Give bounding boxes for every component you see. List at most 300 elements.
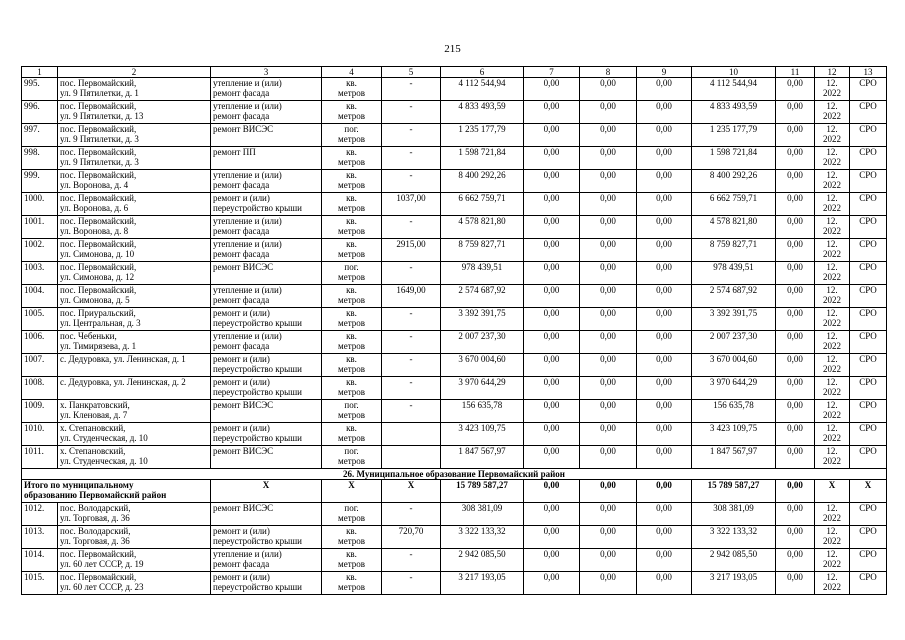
unit-cell: кв. метров bbox=[322, 377, 382, 400]
deadline-cell: 12. 2022 bbox=[815, 446, 850, 469]
work-type-cell: ремонт ПП bbox=[211, 147, 322, 170]
row-number: 997. bbox=[22, 124, 58, 147]
area-cell: 2915,00 bbox=[382, 239, 441, 262]
local-budget-cell: 0,00 bbox=[637, 331, 692, 354]
owners-funds-cell: 4 578 821,80 bbox=[692, 216, 776, 239]
work-type-cell: ремонт и (или) переустройство крыши bbox=[211, 354, 322, 377]
owners-funds-cell: 1 235 177,79 bbox=[692, 124, 776, 147]
deadline-cell: 12. 2022 bbox=[815, 549, 850, 572]
table-row bbox=[22, 170, 887, 193]
other-cell: 0,00 bbox=[776, 377, 815, 400]
local-budget-cell: 0,00 bbox=[637, 193, 692, 216]
local-budget-cell: 0,00 bbox=[637, 216, 692, 239]
fund-cell: 0,00 bbox=[524, 170, 580, 193]
total-cost-cell: 3 392 391,75 bbox=[441, 308, 524, 331]
row-number: 1002. bbox=[22, 239, 58, 262]
area-cell: - bbox=[382, 124, 441, 147]
fund-cell: 0,00 bbox=[524, 526, 580, 549]
page-number: 215 bbox=[444, 43, 461, 55]
total-cost-cell: 3 423 109,75 bbox=[441, 423, 524, 446]
budget-cell: 0,00 bbox=[580, 147, 637, 170]
column-number-9: 9 bbox=[637, 67, 692, 78]
method-cell: СРО bbox=[850, 549, 887, 572]
total-c12: Х bbox=[815, 480, 850, 503]
address-cell: пос. Первомайский, ул. 9 Пятилетки, д. 13 bbox=[58, 101, 211, 124]
deadline-cell: 12. 2022 bbox=[815, 193, 850, 216]
budget-cell: 0,00 bbox=[580, 239, 637, 262]
owners-funds-cell: 3 392 391,75 bbox=[692, 308, 776, 331]
unit-cell: кв. метров bbox=[322, 423, 382, 446]
address-cell: с. Дедуровка, ул. Ленинская, д. 1 bbox=[58, 354, 211, 377]
row-number: 1004. bbox=[22, 285, 58, 308]
budget-cell: 0,00 bbox=[580, 400, 637, 423]
area-cell: - bbox=[382, 400, 441, 423]
method-cell: СРО bbox=[850, 377, 887, 400]
owners-funds-cell: 3 322 133,32 bbox=[692, 526, 776, 549]
owners-funds-cell: 4 833 493,59 bbox=[692, 101, 776, 124]
other-cell: 0,00 bbox=[776, 262, 815, 285]
deadline-cell: 12. 2022 bbox=[815, 262, 850, 285]
address-cell: пос. Первомайский, ул. 60 лет СССР, д. 19 bbox=[58, 549, 211, 572]
fund-cell: 0,00 bbox=[524, 331, 580, 354]
table-row bbox=[22, 331, 887, 354]
table-row bbox=[22, 193, 887, 216]
fund-cell: 0,00 bbox=[524, 400, 580, 423]
total-c3: Х bbox=[211, 480, 322, 503]
method-cell: СРО bbox=[850, 354, 887, 377]
method-cell: СРО bbox=[850, 308, 887, 331]
total-label: Итого по муниципальному образованию Первомайский район bbox=[22, 480, 211, 503]
method-cell: СРО bbox=[850, 503, 887, 526]
table-row bbox=[22, 147, 887, 170]
unit-cell: кв. метров bbox=[322, 101, 382, 124]
address-cell: пос. Первомайский, ул. 60 лет СССР, д. 23 bbox=[58, 572, 211, 595]
owners-funds-cell: 3 970 644,29 bbox=[692, 377, 776, 400]
table-row bbox=[22, 78, 887, 101]
other-cell: 0,00 bbox=[776, 216, 815, 239]
budget-cell: 0,00 bbox=[580, 285, 637, 308]
unit-cell: кв. метров bbox=[322, 170, 382, 193]
table-row bbox=[22, 400, 887, 423]
column-number-6: 6 bbox=[441, 67, 524, 78]
work-type-cell: ремонт и (или) переустройство крыши bbox=[211, 526, 322, 549]
total-c13: Х bbox=[850, 480, 887, 503]
other-cell: 0,00 bbox=[776, 503, 815, 526]
work-type-cell: утепление и (или) ремонт фасада bbox=[211, 549, 322, 572]
work-type-cell: ремонт и (или) переустройство крыши bbox=[211, 193, 322, 216]
unit-cell: кв. метров bbox=[322, 239, 382, 262]
total-cost-cell: 1 235 177,79 bbox=[441, 124, 524, 147]
column-number-10: 10 bbox=[692, 67, 776, 78]
budget-cell: 0,00 bbox=[580, 193, 637, 216]
address-cell: пос. Первомайский, ул. Воронова, д. 6 bbox=[58, 193, 211, 216]
column-number-1: 1 bbox=[22, 67, 58, 78]
address-cell: пос. Первомайский, ул. Воронова, д. 4 bbox=[58, 170, 211, 193]
row-number: 1000. bbox=[22, 193, 58, 216]
method-cell: СРО bbox=[850, 331, 887, 354]
table-row bbox=[22, 526, 887, 549]
local-budget-cell: 0,00 bbox=[637, 377, 692, 400]
local-budget-cell: 0,00 bbox=[637, 400, 692, 423]
budget-cell: 0,00 bbox=[580, 549, 637, 572]
column-number-11: 11 bbox=[776, 67, 815, 78]
fund-cell: 0,00 bbox=[524, 124, 580, 147]
deadline-cell: 12. 2022 bbox=[815, 354, 850, 377]
unit-cell: кв. метров bbox=[322, 354, 382, 377]
total-cost-cell: 3 322 133,32 bbox=[441, 526, 524, 549]
local-budget-cell: 0,00 bbox=[637, 549, 692, 572]
budget-cell: 0,00 bbox=[580, 377, 637, 400]
row-number: 996. bbox=[22, 101, 58, 124]
area-cell: 720,70 bbox=[382, 526, 441, 549]
area-cell: - bbox=[382, 331, 441, 354]
table-row bbox=[22, 101, 887, 124]
work-type-cell: ремонт ВИСЭС bbox=[211, 446, 322, 469]
budget-cell: 0,00 bbox=[580, 78, 637, 101]
section-title: 26. Муниципальное образование Первомайский район bbox=[22, 469, 887, 480]
work-type-cell: ремонт ВИСЭС bbox=[211, 503, 322, 526]
other-cell: 0,00 bbox=[776, 354, 815, 377]
budget-cell: 0,00 bbox=[580, 354, 637, 377]
address-cell: пос. Первомайский, ул. 9 Пятилетки, д. 3 bbox=[58, 124, 211, 147]
other-cell: 0,00 bbox=[776, 124, 815, 147]
budget-cell: 0,00 bbox=[580, 216, 637, 239]
column-number-2: 2 bbox=[58, 67, 211, 78]
total-c9: 0,00 bbox=[637, 480, 692, 503]
address-cell: пос. Приуральский, ул. Центральная, д. 3 bbox=[58, 308, 211, 331]
budget-cell: 0,00 bbox=[580, 526, 637, 549]
deadline-cell: 12. 2022 bbox=[815, 239, 850, 262]
fund-cell: 0,00 bbox=[524, 216, 580, 239]
local-budget-cell: 0,00 bbox=[637, 78, 692, 101]
other-cell: 0,00 bbox=[776, 170, 815, 193]
fund-cell: 0,00 bbox=[524, 239, 580, 262]
area-cell bbox=[382, 423, 441, 446]
local-budget-cell: 0,00 bbox=[637, 526, 692, 549]
unit-cell: пог. метров bbox=[322, 400, 382, 423]
fund-cell: 0,00 bbox=[524, 549, 580, 572]
deadline-cell: 12. 2022 bbox=[815, 308, 850, 331]
work-type-cell: утепление и (или) ремонт фасада bbox=[211, 239, 322, 262]
table-row bbox=[22, 572, 887, 595]
owners-funds-cell: 6 662 759,71 bbox=[692, 193, 776, 216]
fund-cell: 0,00 bbox=[524, 377, 580, 400]
address-cell: пос. Володарский, ул. Торговая, д. 36 bbox=[58, 503, 211, 526]
deadline-cell: 12. 2022 bbox=[815, 101, 850, 124]
owners-funds-cell: 3 670 004,60 bbox=[692, 354, 776, 377]
method-cell: СРО bbox=[850, 262, 887, 285]
address-cell: пос. Первомайский, ул. Симонова, д. 10 bbox=[58, 239, 211, 262]
local-budget-cell: 0,00 bbox=[637, 503, 692, 526]
work-type-cell: утепление и (или) ремонт фасада bbox=[211, 331, 322, 354]
area-cell: - bbox=[382, 503, 441, 526]
total-cost-cell: 2 574 687,92 bbox=[441, 285, 524, 308]
area-cell bbox=[382, 446, 441, 469]
unit-cell: кв. метров bbox=[322, 331, 382, 354]
total-cost-cell: 3 970 644,29 bbox=[441, 377, 524, 400]
other-cell: 0,00 bbox=[776, 78, 815, 101]
unit-cell: пог. метров bbox=[322, 446, 382, 469]
total-cost-cell: 156 635,78 bbox=[441, 400, 524, 423]
method-cell: СРО bbox=[850, 101, 887, 124]
other-cell: 0,00 bbox=[776, 526, 815, 549]
row-number: 1008. bbox=[22, 377, 58, 400]
row-number: 1012. bbox=[22, 503, 58, 526]
owners-funds-cell: 156 635,78 bbox=[692, 400, 776, 423]
table-row bbox=[22, 262, 887, 285]
area-cell: - bbox=[382, 354, 441, 377]
column-number-12: 12 bbox=[815, 67, 850, 78]
total-cost-cell: 8 400 292,26 bbox=[441, 170, 524, 193]
deadline-cell: 12. 2022 bbox=[815, 285, 850, 308]
work-type-cell: ремонт и (или) переустройство крыши bbox=[211, 308, 322, 331]
table-row bbox=[22, 285, 887, 308]
table-row bbox=[22, 423, 887, 446]
fund-cell: 0,00 bbox=[524, 285, 580, 308]
row-number: 1013. bbox=[22, 526, 58, 549]
method-cell: СРО bbox=[850, 526, 887, 549]
unit-cell: пог. метров bbox=[322, 503, 382, 526]
table-row bbox=[22, 124, 887, 147]
method-cell: СРО bbox=[850, 124, 887, 147]
row-number: 1006. bbox=[22, 331, 58, 354]
area-cell: - bbox=[382, 101, 441, 124]
unit-cell: кв. метров bbox=[322, 147, 382, 170]
deadline-cell: 12. 2022 bbox=[815, 377, 850, 400]
row-number: 995. bbox=[22, 78, 58, 101]
unit-cell: кв. метров bbox=[322, 549, 382, 572]
total-c7: 0,00 bbox=[524, 480, 580, 503]
deadline-cell: 12. 2022 bbox=[815, 572, 850, 595]
method-cell: СРО bbox=[850, 170, 887, 193]
other-cell: 0,00 bbox=[776, 308, 815, 331]
area-cell: 1037,00 bbox=[382, 193, 441, 216]
row-number: 1005. bbox=[22, 308, 58, 331]
address-cell: пос. Первомайский, ул. 9 Пятилетки, д. 1 bbox=[58, 78, 211, 101]
area-cell: - bbox=[382, 572, 441, 595]
method-cell: СРО bbox=[850, 572, 887, 595]
area-cell: - bbox=[382, 147, 441, 170]
total-cost-cell: 6 662 759,71 bbox=[441, 193, 524, 216]
work-type-cell: утепление и (или) ремонт фасада bbox=[211, 78, 322, 101]
table-row bbox=[22, 377, 887, 400]
unit-cell: кв. метров bbox=[322, 193, 382, 216]
area-cell: 1649,00 bbox=[382, 285, 441, 308]
deadline-cell: 12. 2022 bbox=[815, 170, 850, 193]
other-cell: 0,00 bbox=[776, 101, 815, 124]
work-type-cell: ремонт ВИСЭС bbox=[211, 400, 322, 423]
budget-cell: 0,00 bbox=[580, 423, 637, 446]
section-title-row bbox=[22, 469, 887, 480]
method-cell: СРО bbox=[850, 147, 887, 170]
budget-cell: 0,00 bbox=[580, 124, 637, 147]
fund-cell: 0,00 bbox=[524, 423, 580, 446]
table-row bbox=[22, 446, 887, 469]
method-cell: СРО bbox=[850, 285, 887, 308]
other-cell: 0,00 bbox=[776, 331, 815, 354]
deadline-cell: 12. 2022 bbox=[815, 423, 850, 446]
address-cell: пос. Первомайский, ул. 9 Пятилетки, д. 3 bbox=[58, 147, 211, 170]
method-cell: СРО bbox=[850, 446, 887, 469]
area-cell: - bbox=[382, 308, 441, 331]
address-cell: пос. Первомайский, ул. Воронова, д. 8 bbox=[58, 216, 211, 239]
local-budget-cell: 0,00 bbox=[637, 308, 692, 331]
total-cost-cell: 4 578 821,80 bbox=[441, 216, 524, 239]
table-body bbox=[22, 67, 887, 595]
column-number-7: 7 bbox=[524, 67, 580, 78]
unit-cell: пог. метров bbox=[322, 124, 382, 147]
table-row bbox=[22, 308, 887, 331]
budget-cell: 0,00 bbox=[580, 262, 637, 285]
table-row bbox=[22, 503, 887, 526]
local-budget-cell: 0,00 bbox=[637, 423, 692, 446]
table-row bbox=[22, 354, 887, 377]
unit-cell: кв. метров bbox=[322, 308, 382, 331]
other-cell: 0,00 bbox=[776, 239, 815, 262]
method-cell: СРО bbox=[850, 78, 887, 101]
owners-funds-cell: 1 598 721,84 bbox=[692, 147, 776, 170]
total-cost-cell: 4 112 544,94 bbox=[441, 78, 524, 101]
owners-funds-cell: 978 439,51 bbox=[692, 262, 776, 285]
area-cell: - bbox=[382, 170, 441, 193]
unit-cell: кв. метров bbox=[322, 216, 382, 239]
total-c8: 0,00 bbox=[580, 480, 637, 503]
owners-funds-cell: 8 400 292,26 bbox=[692, 170, 776, 193]
column-number-4: 4 bbox=[322, 67, 382, 78]
row-number: 1009. bbox=[22, 400, 58, 423]
owners-funds-cell: 3 217 193,05 bbox=[692, 572, 776, 595]
local-budget-cell: 0,00 bbox=[637, 285, 692, 308]
fund-cell: 0,00 bbox=[524, 193, 580, 216]
other-cell: 0,00 bbox=[776, 285, 815, 308]
local-budget-cell: 0,00 bbox=[637, 572, 692, 595]
other-cell: 0,00 bbox=[776, 423, 815, 446]
budget-cell: 0,00 bbox=[580, 331, 637, 354]
address-cell: х. Степановский, ул. Студенческая, д. 10 bbox=[58, 446, 211, 469]
work-type-cell: ремонт и (или) переустройство крыши bbox=[211, 377, 322, 400]
fund-cell: 0,00 bbox=[524, 354, 580, 377]
work-type-cell: ремонт и (или) переустройство крыши bbox=[211, 572, 322, 595]
row-number: 1014. bbox=[22, 549, 58, 572]
total-row bbox=[22, 480, 887, 503]
work-type-cell: утепление и (или) ремонт фасада bbox=[211, 216, 322, 239]
row-number: 1010. bbox=[22, 423, 58, 446]
area-cell: - bbox=[382, 262, 441, 285]
owners-funds-cell: 8 759 827,71 bbox=[692, 239, 776, 262]
work-type-cell: утепление и (или) ремонт фасада bbox=[211, 285, 322, 308]
local-budget-cell: 0,00 bbox=[637, 239, 692, 262]
fund-cell: 0,00 bbox=[524, 78, 580, 101]
local-budget-cell: 0,00 bbox=[637, 101, 692, 124]
address-cell: с. Дедуровка, ул. Ленинская, д. 2 bbox=[58, 377, 211, 400]
local-budget-cell: 0,00 bbox=[637, 262, 692, 285]
owners-funds-cell: 2 574 687,92 bbox=[692, 285, 776, 308]
owners-funds-cell: 2 007 237,30 bbox=[692, 331, 776, 354]
budget-cell: 0,00 bbox=[580, 308, 637, 331]
total-cost-cell: 2 942 085,50 bbox=[441, 549, 524, 572]
method-cell: СРО bbox=[850, 400, 887, 423]
unit-cell: кв. метров bbox=[322, 78, 382, 101]
deadline-cell: 12. 2022 bbox=[815, 526, 850, 549]
owners-funds-cell: 308 381,09 bbox=[692, 503, 776, 526]
unit-cell: пог. метров bbox=[322, 262, 382, 285]
local-budget-cell: 0,00 bbox=[637, 147, 692, 170]
address-cell: пос. Первомайский, ул. Симонова, д. 12 bbox=[58, 262, 211, 285]
area-cell: - bbox=[382, 549, 441, 572]
deadline-cell: 12. 2022 bbox=[815, 503, 850, 526]
owners-funds-cell: 2 942 085,50 bbox=[692, 549, 776, 572]
total-c10: 15 789 587,27 bbox=[692, 480, 776, 503]
local-budget-cell: 0,00 bbox=[637, 124, 692, 147]
area-cell: - bbox=[382, 377, 441, 400]
row-number: 1003. bbox=[22, 262, 58, 285]
method-cell: СРО bbox=[850, 193, 887, 216]
unit-cell: кв. метров bbox=[322, 572, 382, 595]
row-number: 999. bbox=[22, 170, 58, 193]
deadline-cell: 12. 2022 bbox=[815, 78, 850, 101]
fund-cell: 0,00 bbox=[524, 446, 580, 469]
column-number-8: 8 bbox=[580, 67, 637, 78]
other-cell: 0,00 bbox=[776, 549, 815, 572]
other-cell: 0,00 bbox=[776, 446, 815, 469]
work-type-cell: ремонт ВИСЭС bbox=[211, 124, 322, 147]
owners-funds-cell: 1 847 567,97 bbox=[692, 446, 776, 469]
address-cell: пос. Володарский, ул. Торговая, д. 36 bbox=[58, 526, 211, 549]
total-cost: 15 789 587,27 bbox=[441, 480, 524, 503]
method-cell: СРО bbox=[850, 239, 887, 262]
fund-cell: 0,00 bbox=[524, 308, 580, 331]
total-cost-cell: 1 847 567,97 bbox=[441, 446, 524, 469]
table-row bbox=[22, 216, 887, 239]
owners-funds-cell: 4 112 544,94 bbox=[692, 78, 776, 101]
fund-cell: 0,00 bbox=[524, 572, 580, 595]
work-type-cell: утепление и (или) ремонт фасада bbox=[211, 101, 322, 124]
budget-cell: 0,00 bbox=[580, 446, 637, 469]
total-cost-cell: 3 670 004,60 bbox=[441, 354, 524, 377]
budget-cell: 0,00 bbox=[580, 572, 637, 595]
owners-funds-cell: 3 423 109,75 bbox=[692, 423, 776, 446]
fund-cell: 0,00 bbox=[524, 101, 580, 124]
deadline-cell: 12. 2022 bbox=[815, 124, 850, 147]
row-number: 1015. bbox=[22, 572, 58, 595]
address-cell: пос. Чебеньки, ул. Тимирязева, д. 1 bbox=[58, 331, 211, 354]
work-type-cell: ремонт и (или) переустройство крыши bbox=[211, 423, 322, 446]
table-row bbox=[22, 549, 887, 572]
total-cost-cell: 3 217 193,05 bbox=[441, 572, 524, 595]
fund-cell: 0,00 bbox=[524, 147, 580, 170]
total-cost-cell: 308 381,09 bbox=[441, 503, 524, 526]
deadline-cell: 12. 2022 bbox=[815, 147, 850, 170]
unit-cell: кв. метров bbox=[322, 285, 382, 308]
address-cell: пос. Первомайский, ул. Симонова, д. 5 bbox=[58, 285, 211, 308]
column-number-row bbox=[22, 67, 887, 78]
local-budget-cell: 0,00 bbox=[637, 170, 692, 193]
other-cell: 0,00 bbox=[776, 400, 815, 423]
address-cell: х. Степановский, ул. Студенческая, д. 10 bbox=[58, 423, 211, 446]
deadline-cell: 12. 2022 bbox=[815, 216, 850, 239]
row-number: 1007. bbox=[22, 354, 58, 377]
deadline-cell: 12. 2022 bbox=[815, 400, 850, 423]
fund-cell: 0,00 bbox=[524, 262, 580, 285]
table-row bbox=[22, 239, 887, 262]
method-cell: СРО bbox=[850, 216, 887, 239]
total-cost-cell: 8 759 827,71 bbox=[441, 239, 524, 262]
budget-cell: 0,00 bbox=[580, 503, 637, 526]
row-number: 1001. bbox=[22, 216, 58, 239]
total-cost-cell: 978 439,51 bbox=[441, 262, 524, 285]
other-cell: 0,00 bbox=[776, 147, 815, 170]
area-cell: - bbox=[382, 216, 441, 239]
